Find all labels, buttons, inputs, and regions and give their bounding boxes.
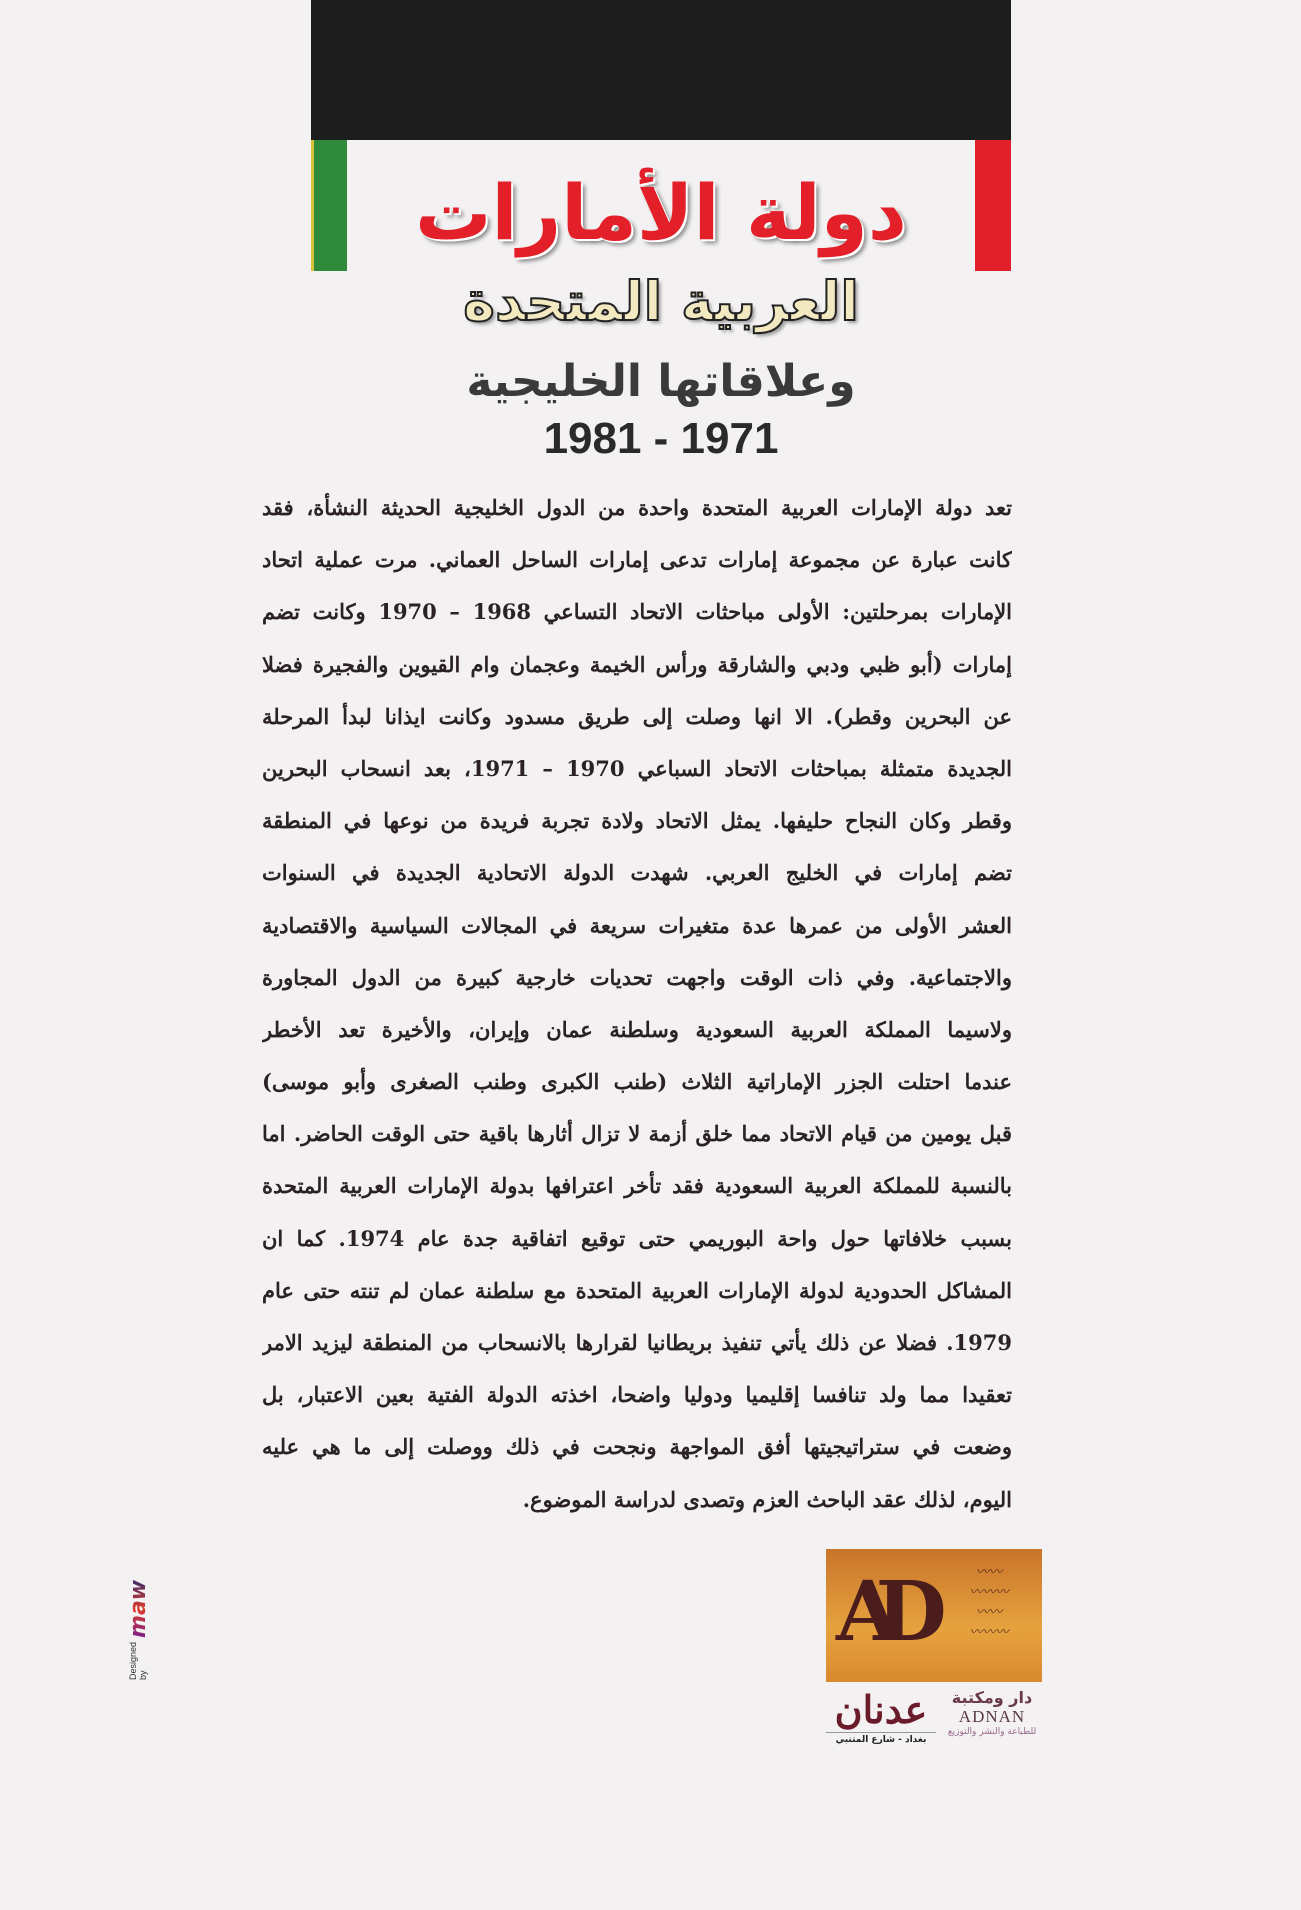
blurb-line: الإمارات بمرحلتين: الأولى مباحثات الاتحاد التساعي 1968 – 1970 وكانت تضم <box>262 599 1012 625</box>
publisher-name-block <box>942 1688 1042 1745</box>
book-years: 1981 - 1971 <box>543 414 779 463</box>
publisher-monogram: AD <box>836 1564 923 1660</box>
publisher-name-latin: ADNAN <box>958 1707 1026 1726</box>
publisher-tagline: للطباعة والنشر والتوزيع <box>947 1727 1037 1737</box>
blurb-line: الجديدة متمثلة بمباحثات الاتحاد السباعي 1970 – 1971، بعد انسحاب البحرين <box>262 755 1012 781</box>
publisher-address: بغداد - شارع المتنبي <box>826 1732 936 1745</box>
blurb-line: تضم إمارات في الخليج العربي. شهدت الدولة الاتحادية الجديدة في السنوات <box>262 860 1012 886</box>
blurb-line: بالنسبة للمملكة العربية السعودية فقد تأخر اعترافها بدولة الإمارات العربية المتحدة <box>262 1173 1012 1199</box>
blurb-line: إمارات (أبو ظبي ودبي والشارقة ورأس الخيمة وعجمان وام القيوين والفجيرة فضلا <box>262 651 1012 677</box>
publisher-logo <box>826 1549 1042 1745</box>
blurb-line: عن البحرين وقطر). الا انها وصلت إلى طريق مسدود وكانت ايذانا لبدأ المرحلة <box>262 703 1012 729</box>
publisher-adnan-block <box>826 1688 936 1745</box>
designer-signature: maw <box>125 1579 151 1638</box>
publisher-name-ar: دار ومكتبة <box>951 1688 1033 1707</box>
designer-label: Designed by <box>128 1641 148 1680</box>
book-title: دولة الأمارات <box>415 168 907 257</box>
blurb-line: وقطر وكان النجاح حليفها. يمثل الاتحاد ولادة تجربة فريدة من نوعها في المنطقة <box>262 808 1012 834</box>
blurb-line: بسبب خلافاتها حول واحة البوريمي حتى توقيع اتفاقية جدة عام 1974. كما ان <box>262 1225 1012 1251</box>
blurb-line: كانت عبارة عن مجموعة إمارات تدعى إمارات الساحل العماني. مرت عملية اتحاد <box>262 547 1012 573</box>
book-title-subtitle: العربية المتحدة <box>463 270 859 333</box>
blurb-line: تعقيدا مما ولد تنافسا إقليميا ودوليا واضحا، اخذته الدولة الفتية بعين الاعتبار، بل <box>262 1382 1012 1408</box>
publisher-calligraphy: 〰〰 〰〰〰 〰〰 〰〰〰 <box>969 1565 1009 1640</box>
blurb-line: قبل يومين من قيام الاتحاد مما خلق أزمة لا تزال أثارها باقية حتى الوقت الحاضر. اما <box>262 1121 1012 1147</box>
publisher-logo-box <box>826 1549 1042 1682</box>
designer-credit <box>118 1579 158 1680</box>
blurb-line: اليوم، لذلك عقد الباحث العزم وتصدى لدراسة الموضوع. <box>522 1486 1012 1512</box>
blurb-text <box>262 482 1012 1526</box>
blurb-line: تعد دولة الإمارات العربية المتحدة واحدة من الدول الخليجية الحديثة النشأة، فقد <box>262 495 1012 520</box>
blurb-line: عندما احتلت الجزر الإماراتية الثلاث (طنب الكبرى وطنب الصغرى وأبو موسى) <box>262 1069 1012 1095</box>
publisher-name-calligraphy: عدنان <box>834 1687 928 1732</box>
blurb-line: وضعت في ستراتيجيتها أفق المواجهة ونجحت في ذلك ووصلت إلى ما هي عليه <box>262 1434 1012 1460</box>
flag-black-band <box>311 0 1011 140</box>
blurb-line: 1979. فضلا عن ذلك يأتي تنفيذ بريطانيا لقرارها بالانسحاب من المنطقة ليزيد الامر <box>262 1330 1012 1355</box>
blurb-line: العشر الأولى من عمرها عدة متغيرات سريعة في المجالات السياسية والاقتصادية <box>262 912 1012 938</box>
blurb-line: والاجتماعية. وفي ذات الوقت واجهت تحديات خارجية كبيرة من الدول المجاورة <box>262 964 1012 990</box>
publisher-name-row <box>826 1688 1042 1745</box>
blurb-line: المشاكل الحدودية لدولة الإمارات العربية المتحدة مع سلطنة عمان لم تنته حتى عام <box>262 1277 1012 1303</box>
blurb-line: ولاسيما المملكة العربية السعودية وسلطنة عمان وإيران، والأخيرة تعد الأخطر <box>262 1016 1012 1042</box>
book-subtitle-relations: وعلاقاتها الخليجية <box>466 356 856 407</box>
